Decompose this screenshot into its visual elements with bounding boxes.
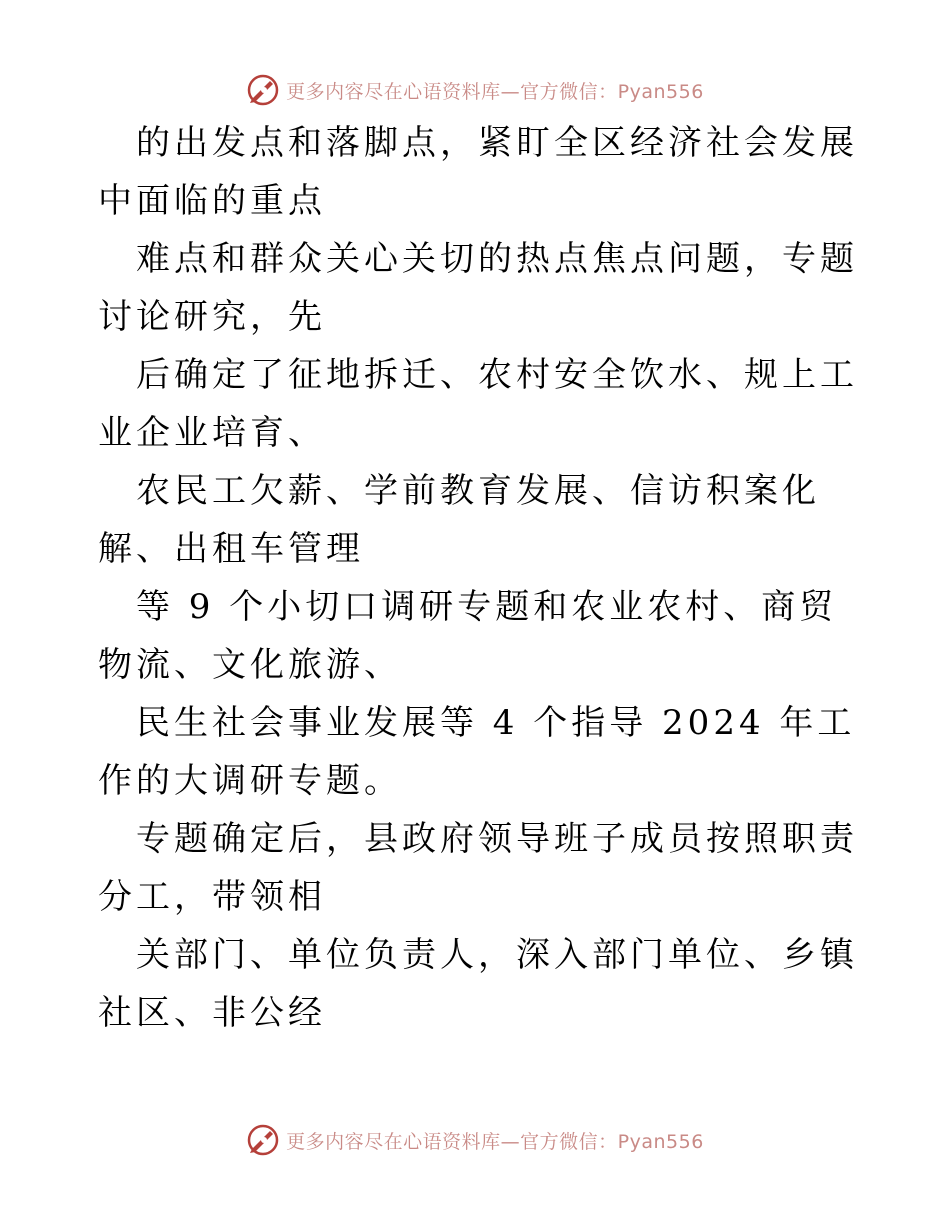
footer-banner-text: 更多内容尽在心语资料库—官方微信：Pyan556 [286,1130,704,1153]
paragraph: 专题确定后，县政府领导班子成员按照职责分工，带领相 [98,819,858,917]
paragraph: 后确定了征地拆迁、农村安全饮水、规上工业企业培育、 [98,355,858,453]
header-banner [0,70,950,110]
paragraph: 的出发点和落脚点，紧盯全区经济社会发展中面临的重点 [98,123,858,221]
paragraph: 等 9 个小切口调研专题和农业农村、商贸物流、文化旅游、 [98,587,838,685]
document-body [98,114,858,1042]
pen-logo-icon [246,73,280,107]
header-banner-text: 更多内容尽在心语资料库—官方微信：Pyan556 [286,80,704,103]
pen-logo-icon [246,1123,280,1157]
paragraph: 民生社会事业发展等 4 个指导 2024 年工作的大调研专题。 [98,703,856,801]
paragraph: 关部门、单位负责人，深入部门单位、乡镇社区、非公经 [98,935,858,1033]
paragraph: 难点和群众关心关切的热点焦点问题，专题讨论研究，先 [98,239,858,337]
paragraph: 农民工欠薪、学前教育发展、信访积案化解、出租车管理 [98,471,820,569]
footer-banner [0,1120,950,1160]
